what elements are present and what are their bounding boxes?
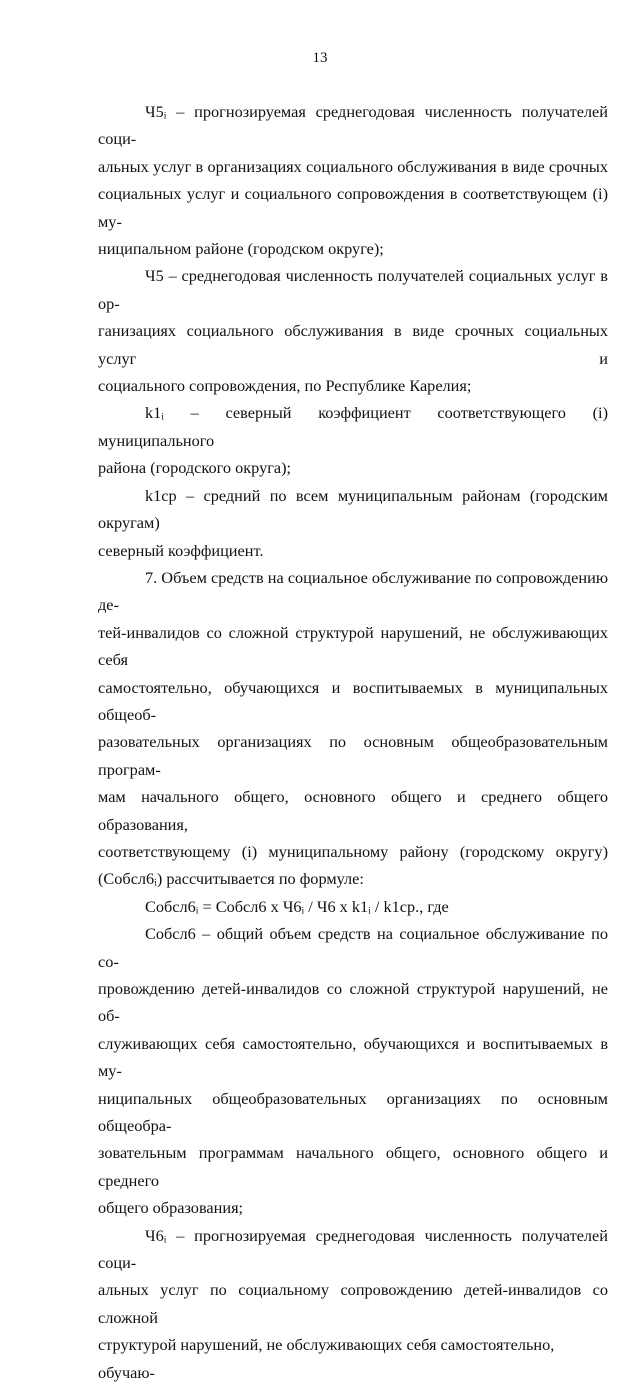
p3-line: района (городского округа); — [98, 458, 292, 478]
page-number: 13 — [312, 50, 328, 66]
p2-line: ганизациях социального обслуживания в виде срочных социальных услуг и — [98, 321, 608, 368]
p7-line: структурой нарушений, не обслуживающих себя самостоятельно, обучаю- — [98, 1335, 555, 1382]
p7-line: альных услуг по социальному сопровождению детей-инвалидов со сложной — [98, 1280, 608, 1327]
p6-line: служивающих себя самостоятельно, обучающихся и воспитываемых в му- — [98, 1033, 608, 1081]
p6-line: Собсл6 – общий объем средств на социальное обслуживание по со- — [98, 924, 608, 971]
p2-line: Ч5 – среднегодовая численность получателей социальных услуг в ор- — [98, 266, 608, 313]
p5-line: соответствующему (i) муниципальному району (городскому округу) — [98, 841, 608, 861]
p1-line: социальных услуг и социального сопровождения в соответствующем (i) му- — [98, 184, 608, 231]
document-body — [98, 98, 608, 1386]
p6-line: общего образования; — [98, 1198, 244, 1218]
p5-line: (Собсл6ᵢ) рассчитывается по формуле: — [98, 869, 364, 889]
p6-line: провождению детей-инвалидов со сложной структурой нарушений, не об- — [98, 979, 608, 1026]
p4-line: k1ср – средний по всем муниципальным районам (городским округам) — [98, 485, 608, 533]
p6-line: зовательным программам начального общего, основного общего и среднего — [98, 1143, 608, 1190]
p5-line: 7. Объем средств на социальное обслуживание по сопровождению де- — [98, 567, 608, 615]
p5-line: тей-инвалидов со сложной структурой нарушений, не обслуживающих себя — [98, 622, 608, 670]
p5-line: разовательных организациях по основным общеобразовательным програм- — [98, 732, 608, 779]
p2-line: социального сопровождения, по Республике Карелия; — [98, 376, 472, 396]
p5-line: мам начального общего, основного общего и среднего общего образования, — [98, 787, 608, 834]
p6-line: ниципальных общеобразовательных организациях по основным общеобра- — [98, 1088, 608, 1136]
p3-line: k1ᵢ – северный коэффициент соответствующего (i) муниципального — [98, 403, 608, 450]
formula-line: Собсл6ᵢ = Собсл6 х Ч6ᵢ / Ч6 х k1ᵢ / k1ср., где — [145, 896, 449, 916]
p4-line: северный коэффициент. — [98, 540, 264, 560]
p5-line: самостоятельно, обучающихся и воспитываемых в муниципальных общеоб- — [98, 677, 608, 724]
p1-line: альных услуг в организациях социального обслуживания в виде срочных — [98, 156, 608, 176]
p1-line: Ч5ᵢ – прогнозируемая среднегодовая численность получателей соци- — [98, 102, 608, 149]
p1-line: ниципальном районе (городском округе); — [98, 239, 384, 259]
p7-line: Ч6ᵢ – прогнозируемая среднегодовая численность получателей соци- — [98, 1225, 608, 1273]
